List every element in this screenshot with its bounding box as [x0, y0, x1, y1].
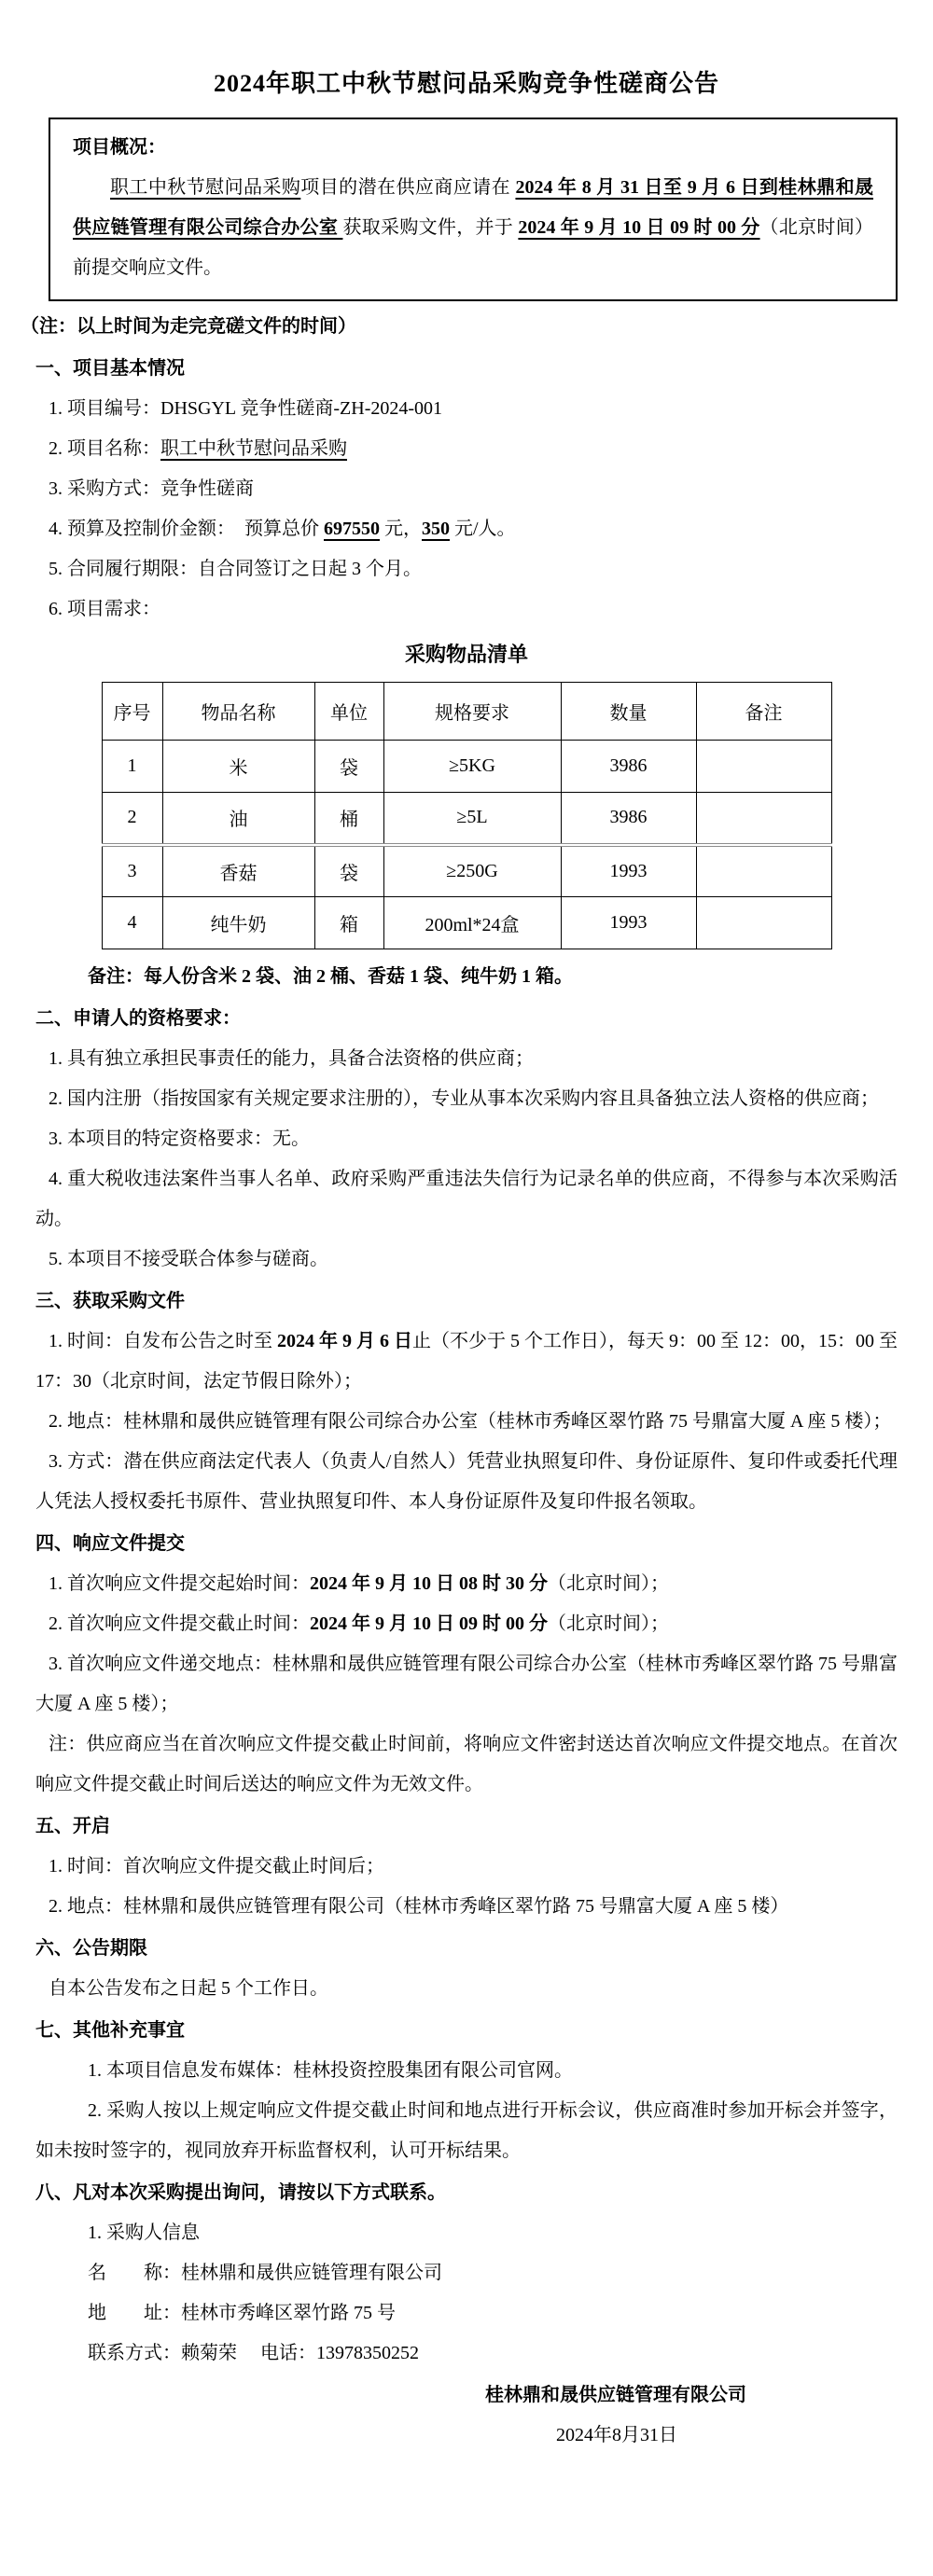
opening-place-line: 2. 地点：桂林鼎和晟供应链管理有限公司（桂林市秀峰区翠竹路 75 号鼎富大厦 A 座 5 楼）	[49, 1896, 789, 1917]
cell-quantity: 1993	[561, 897, 696, 949]
purchaser-name-line: 名 称：桂林鼎和晟供应链管理有限公司	[88, 2263, 442, 2283]
col-header-remark: 备注	[696, 683, 831, 741]
budget-total-value: 697550	[324, 519, 380, 539]
table-row	[102, 897, 831, 949]
submit-note-line: 注：供应商应当在首次响应文件提交截止时间前，将响应文件密封送达首次响应文件提交地点。在首次响应文件提交截止时间后送达的响应文件为无效文件。	[35, 1734, 898, 1794]
procurement-method-line: 3. 采购方式：竞争性磋商	[49, 478, 254, 499]
overview-project-name: 职工中秋节慰问品采购	[110, 177, 301, 198]
project-requirement-line: 6. 项目需求：	[49, 599, 160, 619]
submit-deadline-label: 2. 首次响应文件提交截止时间：	[49, 1613, 310, 1634]
supplement-item: 2. 采购人按以上规定响应文件提交截止时间和地点进行开标会议，供应商准时参加开标会并签字，如未按时签字的，视同放弃开标监督权利，认可开标结果。	[35, 2100, 898, 2161]
section-8-heading: 八、凡对本次采购提出询问，请按以下方式联系。	[35, 2182, 446, 2203]
qualification-item: 5. 本项目不接受联合体参与磋商。	[49, 1249, 328, 1269]
project-name-value: 职工中秋节慰问品采购	[160, 438, 347, 459]
project-name-label: 2. 项目名称：	[49, 438, 160, 459]
cell-item-name: 香菇	[162, 845, 314, 897]
cell-spec: ≥5KG	[383, 741, 561, 793]
obtain-method-line: 3. 方式：潜在供应商法定代表人（负责人/自然人）凭营业执照复印件、身份证原件、复印件或委托代理人凭法人授权委托书原件、营业执照复印件、本人身份证原件及复印件报名领取。	[35, 1451, 898, 1512]
submit-deadline-line	[35, 1604, 898, 1644]
cell-quantity: 3986	[561, 741, 696, 793]
supplement-item: 1. 本项目信息发布媒体：桂林投资控股集团有限公司官网。	[88, 2060, 573, 2081]
col-header-spec: 规格要求	[383, 683, 561, 741]
section-6-heading: 六、公告期限	[35, 1938, 147, 1959]
cell-spec: ≥5L	[383, 793, 561, 845]
purchaser-contact-line: 联系方式：赖菊荣 电话：13978350252	[88, 2343, 419, 2363]
cell-item-name: 油	[162, 793, 314, 845]
cell-quantity: 3986	[561, 793, 696, 845]
cell-index: 2	[102, 793, 162, 845]
section-2-heading: 二、申请人的资格要求：	[35, 1008, 241, 1029]
opening-time-line: 1. 时间：首次响应文件提交截止时间后；	[49, 1856, 384, 1877]
document-title: 2024年职工中秋节慰问品采购竞争性磋商公告	[213, 70, 719, 97]
project-overview-box	[49, 118, 898, 301]
submit-start-date: 2024 年 9 月 10 日 08 时 30 分	[310, 1573, 548, 1594]
qualification-item: 1. 具有独立承担民事责任的能力，具备合法资格的供应商；	[49, 1048, 534, 1069]
overview-deadline: 2024 年 9 月 10 日 09 时 00 分	[518, 217, 760, 238]
cell-item-name: 纯牛奶	[162, 897, 314, 949]
overview-text-3: （北京时间）前提交响应文件。	[73, 217, 874, 278]
cell-index: 4	[102, 897, 162, 949]
col-header-item-name: 物品名称	[162, 683, 314, 741]
purchaser-address-line: 地 址：桂林市秀峰区翠竹路 75 号	[88, 2303, 396, 2323]
items-table-caption: 采购物品清单	[404, 643, 528, 666]
budget-line	[35, 509, 898, 549]
table-header-row	[102, 683, 831, 741]
signature-date: 2024年8月31日	[556, 2425, 677, 2445]
overview-paragraph	[73, 168, 873, 288]
cell-spec: 200ml*24盒	[383, 897, 561, 949]
cell-unit: 箱	[314, 897, 383, 949]
budget-mid-text: 元，	[380, 519, 422, 539]
project-number-line: 1. 项目编号：DHSGYL 竞争性磋商-ZH-2024-001	[49, 398, 443, 419]
cell-index: 1	[102, 741, 162, 793]
section-7-heading: 七、其他补充事宜	[35, 2020, 185, 2041]
budget-label: 4. 预算及控制价金额： 预算总价	[49, 519, 324, 539]
table-row	[102, 741, 831, 793]
section-3-heading: 三、获取采购文件	[35, 1291, 185, 1311]
overview-text-2: 获取采购文件，并于	[342, 217, 519, 238]
time-note: （注：以上时间为走完竞磋文件的时间）	[21, 316, 356, 337]
col-header-unit: 单位	[314, 683, 383, 741]
obtain-time-date: 2024 年 9 月 6 日	[277, 1331, 412, 1351]
table-row	[102, 845, 831, 897]
signature-company: 桂林鼎和晟供应链管理有限公司	[485, 2385, 746, 2405]
items-table-note: 备注：每人份含米 2 袋、油 2 桶、香菇 1 袋、纯牛奶 1 箱。	[88, 966, 573, 987]
submit-place-line: 3. 首次响应文件递交地点：桂林鼎和晟供应链管理有限公司综合办公室（桂林市秀峰区翠竹路 75 号鼎富大厦 A 座 5 楼）；	[35, 1654, 898, 1714]
cell-unit: 袋	[314, 741, 383, 793]
cell-quantity: 1993	[561, 845, 696, 897]
col-header-quantity: 数量	[561, 683, 696, 741]
cell-remark	[696, 845, 831, 897]
qualification-item: 3. 本项目的特定资格要求：无。	[49, 1129, 310, 1149]
obtain-time-pre: 1. 时间：自发布公告之时至	[49, 1331, 277, 1351]
qualification-item: 2. 国内注册（指按国家有关规定要求注册的），专业从事本次采购内容且具备独立法人资格的供应商；	[49, 1088, 879, 1109]
section-4-heading: 四、响应文件提交	[35, 1533, 185, 1554]
obtain-time-post: 止（不少于 5 个工作日），每天 9：00 至 12：00，15：00 至 17：30（北京时间，法定节假日除外）；	[35, 1331, 898, 1392]
cell-spec: ≥250G	[383, 845, 561, 897]
project-name-line	[35, 429, 898, 469]
submit-start-line	[35, 1564, 898, 1604]
announcement-period-line: 自本公告发布之日起 5 个工作日。	[49, 1978, 328, 1999]
submit-start-post: （北京时间）；	[548, 1573, 669, 1594]
cell-unit: 桶	[314, 793, 383, 845]
submit-deadline-post: （北京时间）；	[548, 1613, 669, 1634]
overview-heading: 项目概况：	[73, 137, 166, 158]
qualification-item: 4. 重大税收违法案件当事人名单、政府采购严重违法失信行为记录名单的供应商，不得参与本次采购活动。	[35, 1169, 898, 1229]
obtain-time-line	[35, 1322, 898, 1402]
budget-per-person-value: 350	[422, 519, 450, 539]
submit-deadline-date: 2024 年 9 月 10 日 09 时 00 分	[310, 1613, 548, 1634]
section-5-heading: 五、开启	[35, 1816, 110, 1836]
cell-remark	[696, 897, 831, 949]
cell-index: 3	[102, 845, 162, 897]
budget-post-text: 元/人。	[450, 519, 516, 539]
purchaser-info-sub: 1. 采购人信息	[88, 2223, 200, 2243]
cell-remark	[696, 793, 831, 845]
cell-remark	[696, 741, 831, 793]
section-1-heading: 一、项目基本情况	[35, 358, 185, 379]
obtain-place-line: 2. 地点：桂林鼎和晟供应链管理有限公司综合办公室（桂林市秀峰区翠竹路 75 号鼎富大厦 A 座 5 楼）；	[49, 1411, 892, 1432]
overview-text-1: 项目的潜在供应商应请在	[300, 177, 516, 198]
cell-unit: 袋	[314, 845, 383, 897]
col-header-index: 序号	[102, 683, 162, 741]
contract-period-line: 5. 合同履行期限：自合同签订之日起 3 个月。	[49, 559, 422, 579]
table-row	[102, 793, 831, 845]
procurement-items-table	[102, 682, 832, 949]
overview-obtain-period: 2024 年 8 月 31 日至 9 月 6 日到桂林鼎和晟供应链管理有限公司综合办公室	[73, 177, 874, 238]
submit-start-label: 1. 首次响应文件提交起始时间：	[49, 1573, 310, 1594]
cell-item-name: 米	[162, 741, 314, 793]
